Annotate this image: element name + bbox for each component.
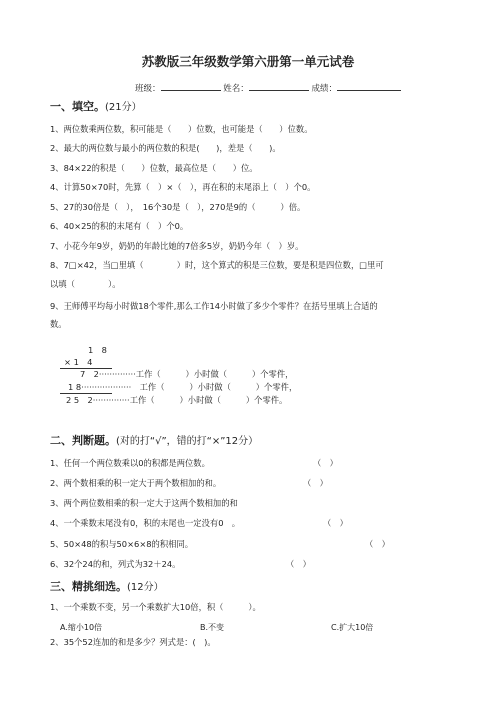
judge-answer-2[interactable]: （ ） <box>303 478 328 488</box>
judge-answer-6[interactable]: （ ） <box>286 559 311 569</box>
name-blank[interactable] <box>249 81 309 91</box>
fill-question-8: 8、7□×42，当□里填（ ）时，这个算式的积是三位数，要是积是四位数，□里可 <box>50 260 384 270</box>
student-info-line <box>135 81 401 94</box>
choose-question-1: 1、一个乘数不变，另一个乘数扩大10倍，积（ ）。 <box>50 602 261 612</box>
judge-answer-1[interactable]: （ ） <box>313 458 338 468</box>
calc-row-1: 1 8 <box>88 345 107 355</box>
judge-question-6: 6、32个24的和，列式为32＋24。 <box>50 559 181 569</box>
fill-question-6: 6、40×25的积的末尾有（ ）个0。 <box>50 221 189 231</box>
class-label: 班级： <box>135 84 161 94</box>
fill-question-9: 9、王师傅平均每小时做18个零件,那么工作14小时做了多少个零件？在括号里填上合适的 <box>50 301 378 311</box>
fill-question-4: 4、计算50×70时，先算（ ）×（ ），再在积的末尾添上（ ）个0。 <box>50 182 316 192</box>
calc-row-4: 1 8··················· 工作（ ）小时做（ ）个零件， <box>68 382 298 392</box>
section-3-title: 三、精挑细选。 <box>50 580 127 593</box>
judge-question-4: 4、一个乘数末尾没有0，积的末尾也一定没有0 。 <box>50 518 241 528</box>
fill-question-9-cont: 数。 <box>50 319 67 329</box>
section-3-heading <box>50 578 164 594</box>
fill-question-1: 1、两位数乘两位数，积可能是（ ）位数，也可能是（ ）位数。 <box>50 124 313 134</box>
choose-option-a[interactable]: A.缩小10倍 <box>60 623 103 632</box>
section-3-note: (12分） <box>127 582 164 593</box>
section-1-heading <box>50 98 142 114</box>
calc-row-2: × 1 4 <box>64 357 93 367</box>
class-blank[interactable] <box>161 81 221 91</box>
judge-question-3: 3、两个两位数相乘的积一定大于这两个数相加的和 <box>50 498 238 508</box>
section-1-note: (21分） <box>105 102 142 113</box>
section-2-heading <box>50 432 258 448</box>
calc-row-5: 2 5 2··············工作（ ）小时做（ ）个零件。 <box>66 395 288 405</box>
choose-question-2: 2、35个52连加的和是多少？列式是：( )。 <box>50 637 216 647</box>
score-label: 成绩： <box>311 84 337 94</box>
choose-option-c[interactable]: C.扩大10倍 <box>331 623 374 632</box>
calc-row-3: 7 2··············工作（ ）小时做（ ）个零件， <box>80 369 294 379</box>
judge-question-1: 1、任何一个两位数乘以0的积都是两位数。 <box>50 458 210 468</box>
fill-question-3: 3、84×22的积是（ ）位数，最高位是（ ）位。 <box>50 163 258 173</box>
judge-answer-4[interactable]: （ ） <box>323 518 348 528</box>
judge-question-5: 5、50×48的积与50×6×8的积相同。 <box>50 539 194 549</box>
judge-answer-5[interactable]: （ ） <box>365 539 390 549</box>
section-2-note: (对的打“√”，错的打“×”12分） <box>116 436 259 447</box>
page-title: 苏教版三年级数学第六册第一单元试卷 <box>141 54 355 69</box>
judge-question-2: 2、两个数相乘的积一定大于两个数相加的和。 <box>50 478 222 488</box>
fill-question-5: 5、27的30倍是（ ）， 16个30是（ ），270是9的（ ）倍。 <box>50 202 306 212</box>
fill-question-7: 7、小花今年9岁，奶奶的年龄比她的7倍多5岁，奶奶今年（ ）岁。 <box>50 241 304 251</box>
choose-option-b[interactable]: B.不变 <box>200 623 225 632</box>
section-1-title: 一、填空。 <box>50 100 105 113</box>
section-2-title: 二、判断题。 <box>50 434 116 447</box>
score-blank[interactable] <box>337 81 401 91</box>
fill-question-2: 2、最大的两位数与最小的两位数的积是( )，差是（ )。 <box>50 143 281 153</box>
name-label: 姓名： <box>223 84 249 94</box>
fill-question-8-cont: 以填（ ）。 <box>50 279 121 289</box>
